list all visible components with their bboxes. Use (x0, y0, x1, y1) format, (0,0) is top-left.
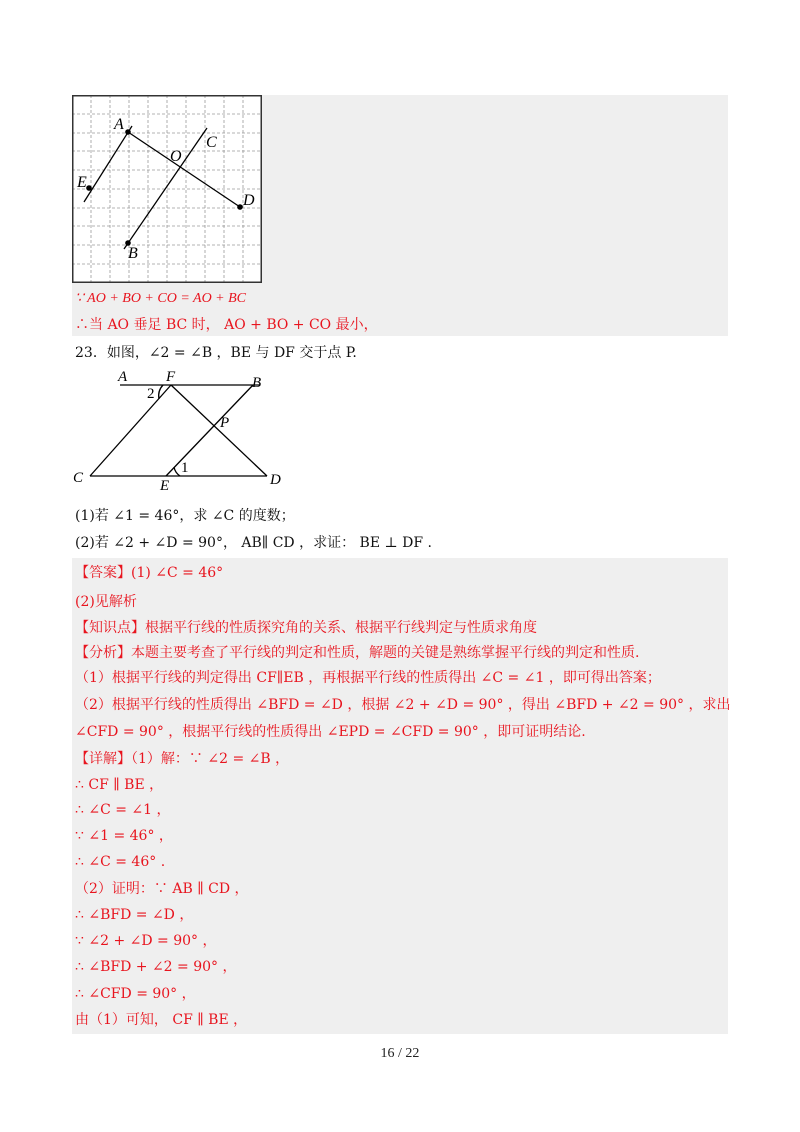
grid-figure (72, 95, 262, 283)
detail-8: ∵ ∠2 + ∠D = 90° ， (75, 933, 217, 949)
segment-eb (166, 385, 253, 476)
label-b2: B (252, 375, 262, 391)
answer-1: 【答案】(1) ∠C = 46° (75, 565, 224, 581)
triangle-figure (70, 366, 292, 490)
detail-2: ∴ CF ∥ BE ， (75, 777, 164, 793)
label-d: D (243, 192, 255, 209)
page-number: 16 / 22 (380, 1046, 420, 1061)
detail-1: 【详解】（1）解：∵ ∠2 = ∠B ， (75, 751, 290, 767)
label-p: P (220, 415, 230, 431)
detail-4: ∵ ∠1 = 46° ， (75, 828, 173, 844)
label-angle-2: 2 (147, 386, 155, 402)
label-e2: E (160, 478, 170, 490)
detail-9: ∴ ∠BFD + ∠2 = 90° ， (75, 959, 237, 975)
question-part2: (2)若 ∠2 + ∠D = 90°， AB∥ CD ，求证： BE ⊥ DF . (75, 535, 432, 551)
detail-11: 由（1）可知， CF ∥ BE ， (75, 1012, 248, 1028)
label-c2: C (73, 470, 84, 486)
label-d2: D (270, 472, 281, 488)
block1-line1: ∵ AO + BO + CO = AO + BC (75, 291, 247, 306)
knowledge-point: 【知识点】根据平行线的性质探究角的关系、根据平行线判定与性质求角度 (75, 620, 537, 636)
label-angle-1: 1 (181, 460, 189, 476)
detail-3: ∴ ∠C = ∠1 ， (75, 802, 171, 818)
label-b: B (128, 245, 138, 262)
answer-2: (2)见解析 (75, 594, 137, 610)
label-a: A (114, 116, 124, 133)
label-f: F (166, 369, 176, 385)
detail-7: ∴ ∠BFD = ∠D ， (75, 907, 194, 923)
analysis-1: （1）根据平行线的判定得出 CF∥EB ，再根据平行线的性质得出 ∠C = ∠1 ，即可得出答案； (75, 670, 661, 686)
detail-6: （2）证明：∵ AB ∥ CD ， (75, 881, 249, 897)
analysis-2: （2）根据平行线的性质得出 ∠BFD = ∠D ，根据 ∠2 + ∠D = 90° ，得出 ∠BFD + ∠2 = 90° ，求出 (75, 697, 731, 713)
question-part1: (1)若 ∠1 = 46°，求 ∠C 的度数； (75, 508, 295, 524)
label-c: C (206, 134, 217, 151)
analysis-3: ∠CFD = 90° ，根据平行线的性质得出 ∠EPD = ∠CFD = 90° ，即可证明结论. (75, 724, 586, 740)
label-e: E (77, 174, 87, 191)
detail-10: ∴ ∠CFD = 90° ， (75, 986, 196, 1002)
detail-5: ∴ ∠C = 46° . (75, 854, 166, 870)
label-o: O (170, 148, 182, 165)
analysis: 【分析】本题主要考查了平行线的判定和性质，解题的关键是熟练掌握平行线的判定和性质. (75, 645, 640, 661)
question-intro: 23．如图，∠2 = ∠B ，BE 与 DF 交于点 P. (75, 345, 357, 361)
block1-line2: ∴当 AO 垂足 BC 时， AO + BO + CO 最小， (75, 317, 378, 333)
label-a2: A (118, 369, 128, 385)
